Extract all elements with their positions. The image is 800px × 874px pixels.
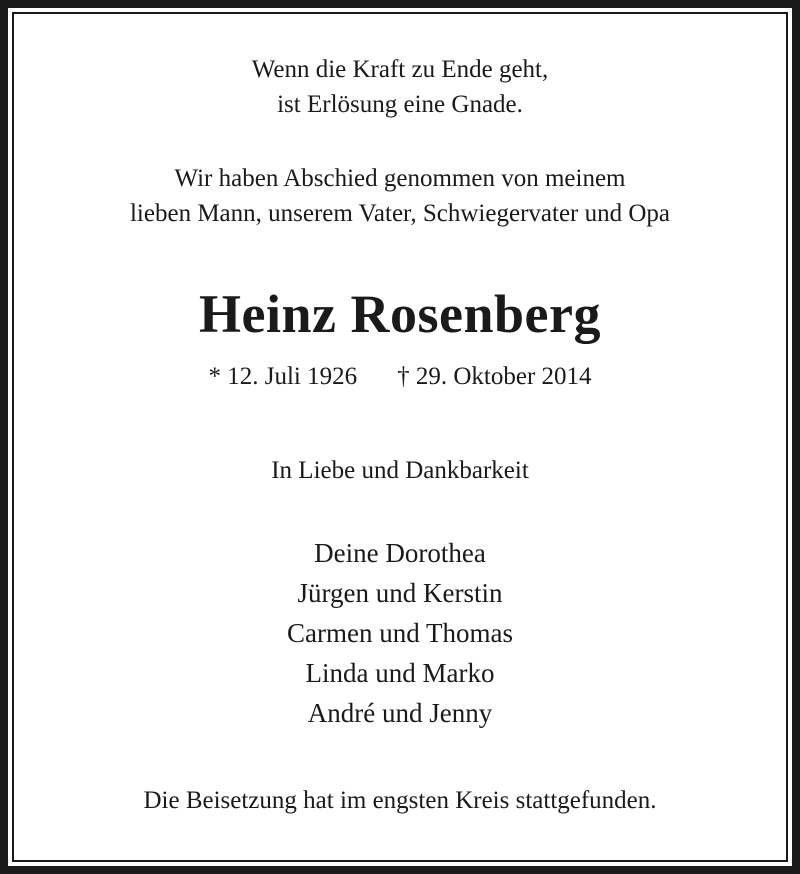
motto-line-2: ist Erlösung eine Gnade. [277,91,523,118]
closing-phrase: In Liebe und Dankbarkeit [271,457,529,484]
mourner-5: André und Jenny [307,698,493,728]
mourner-4: Linda und Marko [305,658,495,688]
mourner-3: Carmen und Thomas [287,618,513,648]
deceased-name: Heinz Rosenberg [199,284,601,344]
mourner-1: Deine Dorothea [314,538,486,568]
motto-line-1: Wenn die Kraft zu Ende geht, [251,56,549,83]
intro-line-1: Wir haben Abschied genommen von meinem [174,165,626,192]
mourner-2: Jürgen und Kerstin [297,578,503,608]
intro-line-2: lieben Mann, unserem Vater, Schwiegervater und Opa [129,200,671,227]
death-date: † 29. Oktober 2014 [397,363,592,390]
inner-border [12,12,788,862]
burial-note: Die Beisetzung hat im engsten Kreis stattgefunden. [143,787,657,814]
birth-date: * 12. Juli 1926 [208,363,358,390]
life-dates [0,362,800,392]
